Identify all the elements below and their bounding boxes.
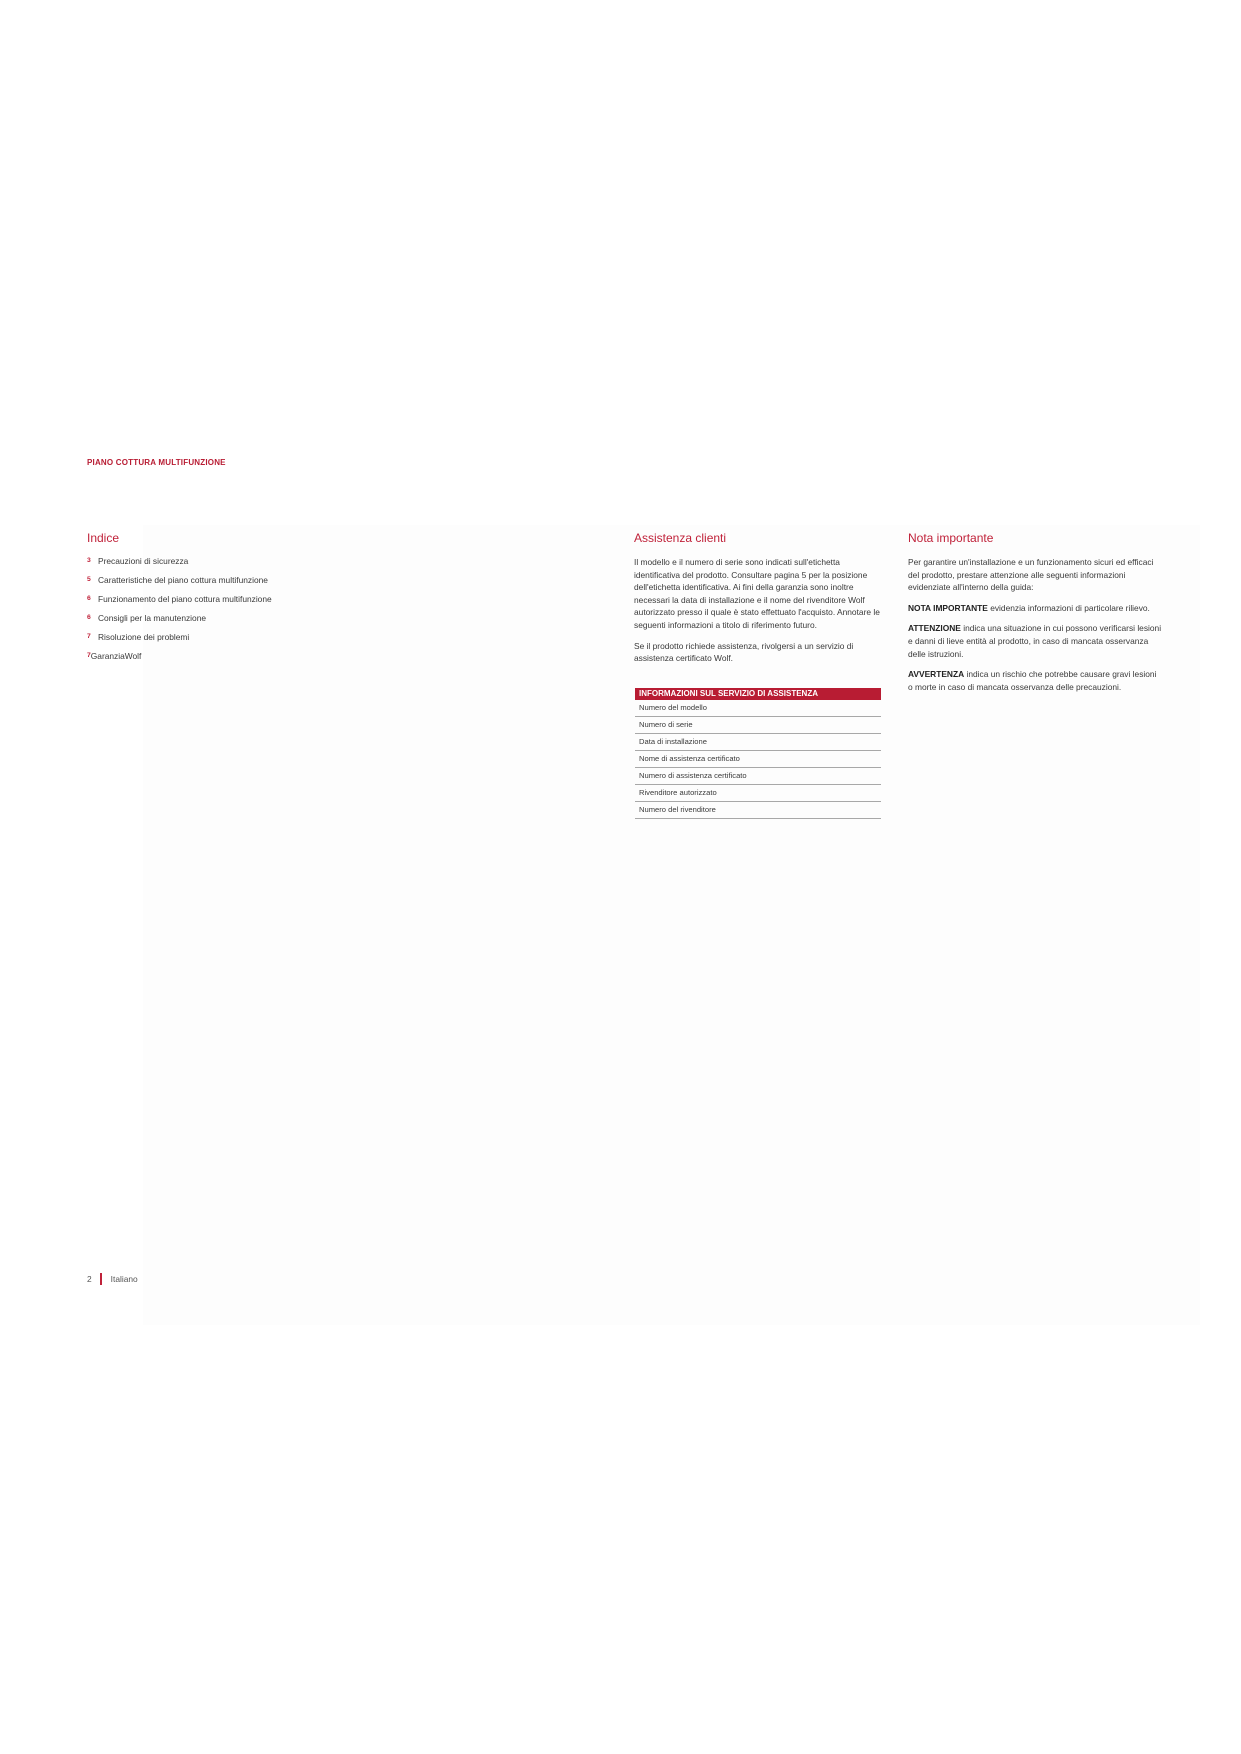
- nota-text: indica un rischio che potrebbe causare gravi lesioni o morte in caso di mancata osservanza delle precauzioni.: [908, 669, 1157, 692]
- footer-divider: [100, 1273, 102, 1285]
- table-row: [635, 768, 881, 785]
- service-info-table: [635, 688, 881, 819]
- table-cell: Rivenditore autorizzato: [635, 785, 881, 802]
- toc-page-number: 5: [87, 576, 91, 583]
- toc-item[interactable]: [87, 613, 272, 632]
- toc-item[interactable]: [87, 594, 272, 613]
- table-row: [635, 734, 881, 751]
- toc-item[interactable]: [87, 575, 272, 594]
- table-cell: Nome di assistenza certificato: [635, 751, 881, 768]
- table-row: [635, 700, 881, 717]
- toc-label: Consigli per la manutenzione: [98, 613, 207, 623]
- table-row: [635, 751, 881, 768]
- toc-page-number: 6: [87, 614, 91, 621]
- toc-page-number: 7: [87, 652, 91, 659]
- nota-term: AVVERTENZA: [908, 669, 965, 680]
- assistenza-paragraph: Il modello e il numero di serie sono indicati sull'etichetta identificativa del prodotto. Consultare pagina 5 per la posizione dell'etichetta identificativa. Ai fini della garanzia sono inoltre necessari la data di installazione e il nome del rivenditore Wolf autorizzato presso il quale è stato effettuato l'acquisto. Annotare le seguenti informazioni a titolo di riferimento futuro.: [634, 557, 880, 630]
- table-header: INFORMAZIONI SUL SERVIZIO DI ASSISTENZA: [635, 688, 881, 700]
- document-header: PIANO COTTURA MULTIFUNZIONE: [87, 458, 226, 467]
- nota-title: Nota importante: [908, 531, 994, 545]
- table-of-contents: [87, 556, 272, 670]
- toc-label: Precauzioni di sicurezza: [98, 556, 189, 566]
- table-cell: Numero di serie: [635, 717, 881, 734]
- nota-text: evidenzia informazioni di particolare rilievo.: [987, 602, 1150, 613]
- table-cell: Numero del rivenditore: [635, 802, 881, 819]
- table-cell: Numero del modello: [635, 700, 881, 717]
- nota-text: indica una situazione in cui possono verificarsi lesioni e danni di lieve entità al prodotto, in caso di mancata osservanza delle istruzioni.: [908, 623, 1162, 659]
- assistenza-title: Assistenza clienti: [634, 531, 727, 545]
- toc-item[interactable]: [87, 651, 272, 670]
- nota-body: [908, 556, 1162, 701]
- table-cell: Numero di assistenza certificato: [635, 768, 881, 785]
- nota-item: [908, 602, 1162, 615]
- indice-title: Indice: [87, 531, 120, 545]
- toc-page-number: 7: [87, 633, 91, 640]
- nota-intro: Per garantire un'installazione e un funzionamento sicuri ed efficaci del prodotto, prestare attenzione alle seguenti informazioni evidenziate all'interno della guida:: [908, 557, 1154, 593]
- assistenza-body: [634, 556, 888, 673]
- toc-item[interactable]: [87, 632, 272, 651]
- toc-page-number: 6: [87, 595, 91, 602]
- toc-label: Caratteristiche del piano cottura multifunzione: [98, 575, 268, 585]
- table-row: [635, 785, 881, 802]
- table-row: [635, 802, 881, 819]
- assistenza-paragraph: Se il prodotto richiede assistenza, rivolgersi a un servizio di assistenza certificato Wolf.: [634, 640, 854, 664]
- nota-item: [908, 622, 1162, 660]
- table-cell: Data di installazione: [635, 734, 881, 751]
- toc-label: Risoluzione dei problemi: [98, 632, 190, 642]
- nota-item: [908, 668, 1162, 693]
- footer-language: Italiano: [110, 1274, 138, 1284]
- nota-term: ATTENZIONE: [908, 623, 961, 634]
- toc-label: Funzionamento del piano cottura multifunzione: [98, 594, 272, 604]
- table-row: [635, 717, 881, 734]
- toc-label: GaranziaWolf: [90, 651, 142, 661]
- page-number: 2: [87, 1274, 92, 1284]
- toc-item[interactable]: [87, 556, 272, 575]
- page-footer: [87, 1273, 138, 1285]
- nota-term: NOTA IMPORTANTE: [908, 602, 988, 613]
- toc-page-number: 3: [87, 557, 91, 564]
